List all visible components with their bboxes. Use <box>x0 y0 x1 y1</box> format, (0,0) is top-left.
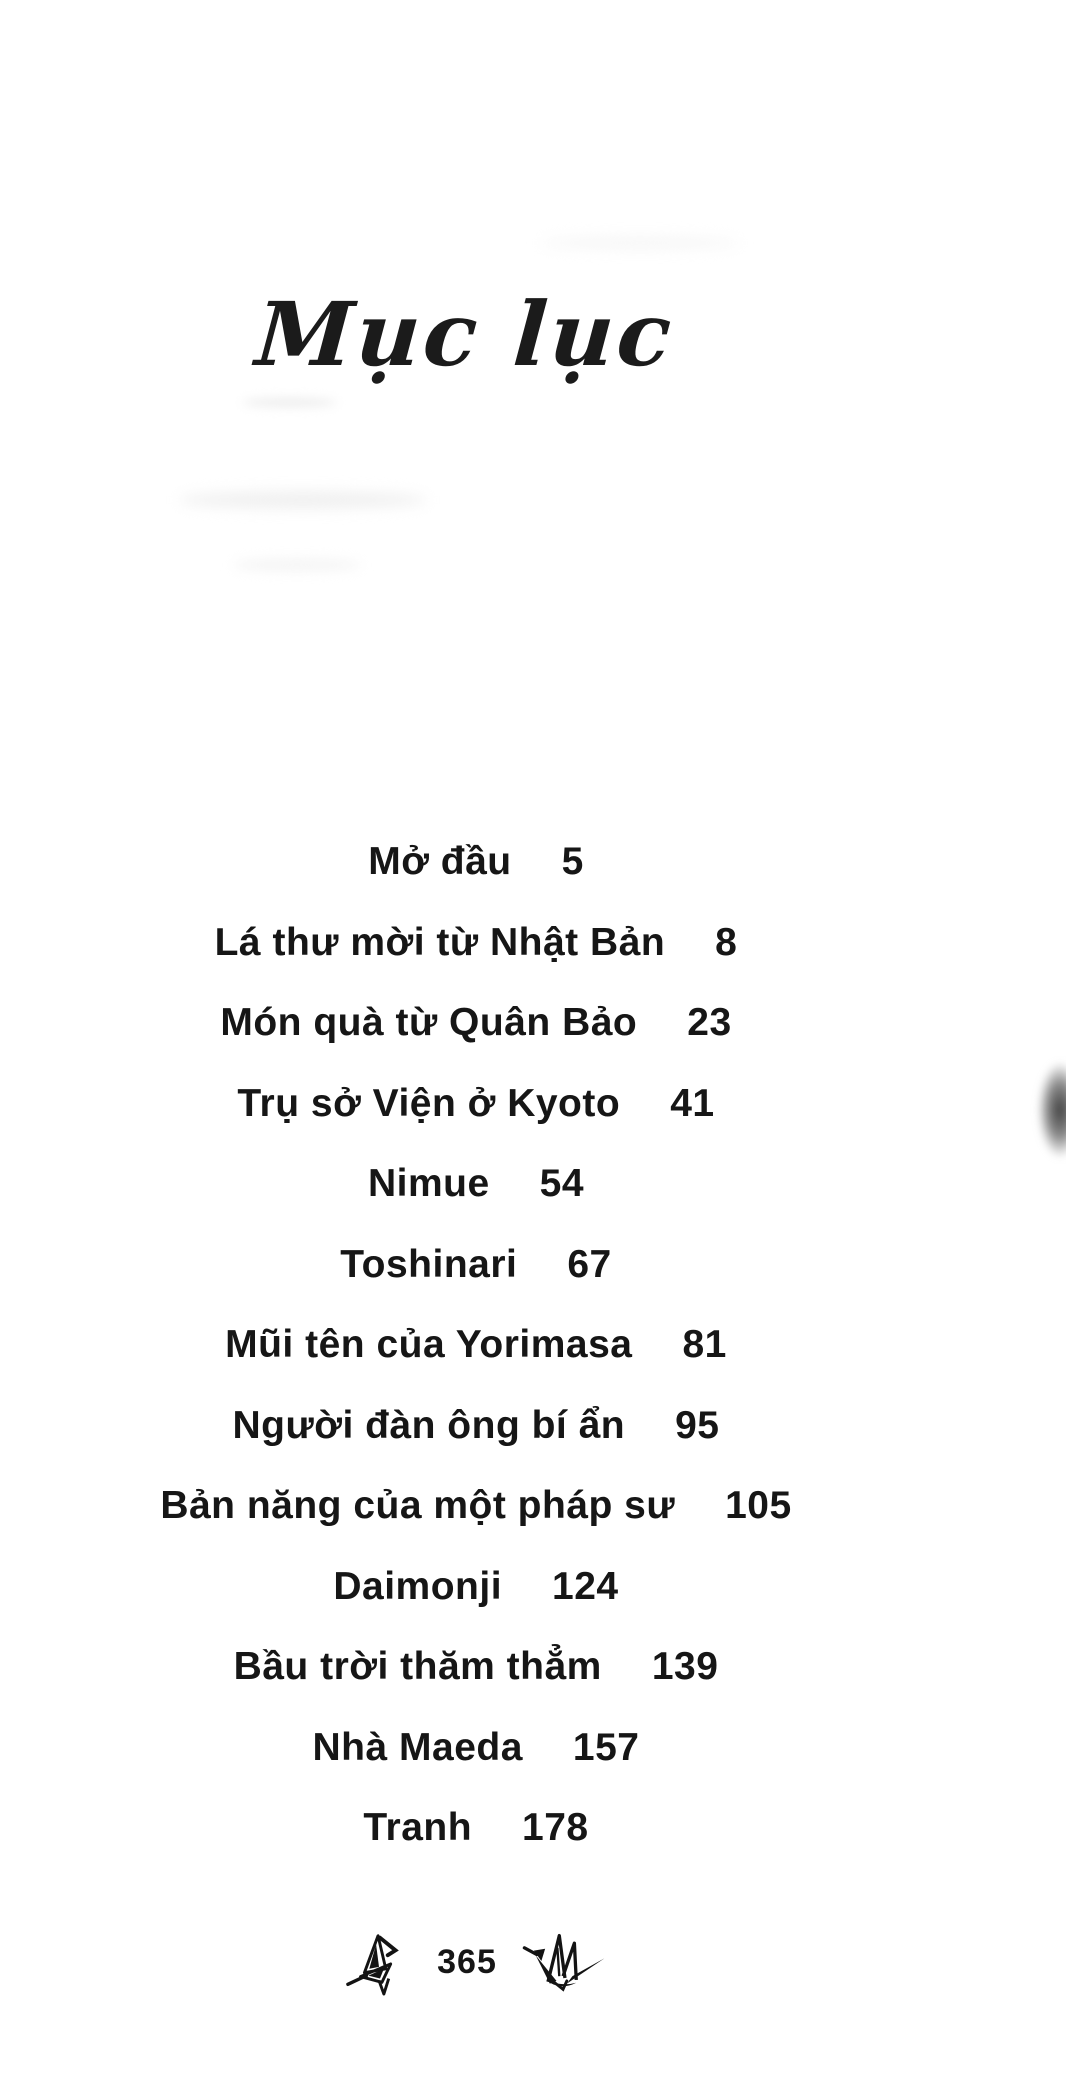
toc-entry-label: Mũi tên của Yorimasa <box>225 1323 633 1367</box>
toc-row <box>0 983 952 1064</box>
toc-row <box>0 1144 952 1225</box>
toc-entry-page: 157 <box>572 1725 640 1769</box>
toc-entry-label: Lá thư mời từ Nhật Bản <box>214 920 666 964</box>
toc-row <box>0 1466 952 1547</box>
toc-entry-page: 81 <box>682 1323 727 1367</box>
toc-entry-page: 124 <box>552 1564 619 1608</box>
toc-list <box>0 822 952 1869</box>
scan-artifact <box>178 492 428 508</box>
toc-entry-page: 105 <box>725 1484 792 1528</box>
toc-entry-page: 8 <box>715 920 738 964</box>
toc-entry-label: Món quà từ Quân Bảo <box>220 1001 638 1045</box>
toc-entry-page: 5 <box>561 840 584 884</box>
toc-entry-page: 54 <box>539 1162 585 1206</box>
footer-page-number: 365 <box>437 1942 497 1981</box>
toc-entry-label: Toshinari <box>340 1242 518 1286</box>
toc-entry-page: 178 <box>522 1806 589 1850</box>
toc-row <box>0 1064 952 1145</box>
scan-artifact <box>540 238 740 248</box>
scan-artifact <box>232 560 362 570</box>
toc-row <box>0 822 952 903</box>
scan-artifact-page-edge <box>1038 1062 1066 1158</box>
toc-entry-label: Daimonji <box>333 1564 503 1608</box>
toc-row <box>0 1225 952 1306</box>
toc-row <box>0 1305 952 1386</box>
origami-crane-left-icon <box>345 1928 413 1996</box>
toc-row <box>0 903 952 984</box>
toc-entry-label: Mở đầu <box>368 840 512 884</box>
toc-entry-label: Nimue <box>367 1162 490 1206</box>
scan-artifact <box>242 398 337 407</box>
toc-entry-label: Bản năng của một pháp sư <box>160 1484 676 1528</box>
toc-entry-label: Bầu trời thăm thẳm <box>233 1645 602 1689</box>
toc-row <box>0 1627 952 1708</box>
toc-entry-page: 139 <box>651 1645 719 1689</box>
origami-crane-right-icon <box>521 1929 607 1995</box>
toc-entry-page: 23 <box>687 1001 732 1045</box>
toc-entry-label: Người đàn ông bí ẩn <box>232 1403 626 1447</box>
page-title: Mục lục <box>252 282 678 386</box>
toc-row <box>0 1547 952 1628</box>
toc-entry-label: Trụ sở Viện ở Kyoto <box>237 1081 621 1125</box>
toc-entry-page: 41 <box>670 1081 715 1125</box>
toc-entry-page: 95 <box>675 1403 720 1447</box>
toc-entry-page: 67 <box>567 1242 612 1286</box>
toc-entry-label: Tranh <box>363 1806 473 1850</box>
toc-row <box>0 1708 952 1789</box>
toc-entry-label: Nhà Maeda <box>312 1725 523 1769</box>
toc-row <box>0 1788 952 1869</box>
page-footer <box>0 1928 952 1996</box>
toc-row <box>0 1386 952 1467</box>
